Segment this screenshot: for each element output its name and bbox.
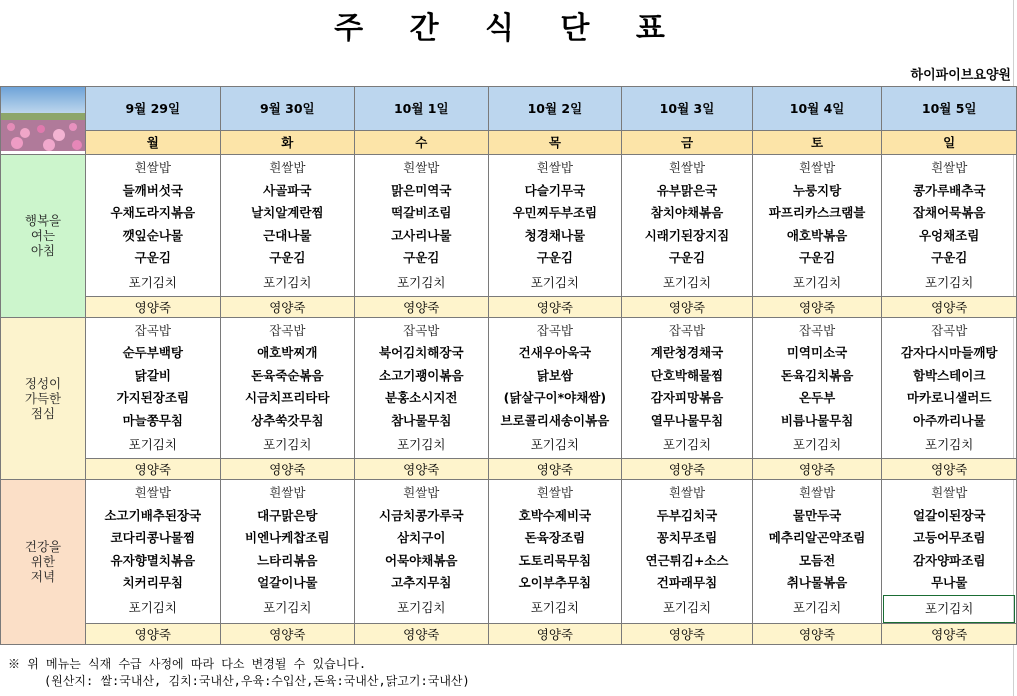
- dish-item: (닭살구이*야채쌈): [503, 390, 607, 405]
- rice-item: 흰쌀밥: [403, 485, 440, 500]
- dish-item: 다슬기무국: [524, 182, 586, 198]
- kimchi-item: 포기김치: [662, 274, 712, 290]
- dish-item: 메추리알곤약조림: [768, 530, 866, 545]
- kimchi-item: 포기김치: [792, 599, 842, 615]
- kimchi-item: 포기김치: [530, 437, 580, 452]
- selected-cell[interactable]: 포기김치: [883, 595, 1015, 623]
- porridge-cell: 영양죽: [86, 623, 221, 644]
- weekday-cell: 일: [882, 130, 1017, 154]
- page-title: 주 간 식 단 표: [334, 11, 683, 46]
- date-cell: 9월 30일: [220, 87, 354, 131]
- dish-item: 물만두국: [792, 507, 842, 523]
- menu-cell: [86, 155, 221, 297]
- menu-cell: [752, 155, 882, 297]
- porridge-cell: 영양죽: [622, 296, 753, 317]
- menu-cell: [355, 317, 488, 459]
- dish-item: 치커리무침: [122, 575, 183, 590]
- dish-item: 우민찌두부조림: [512, 205, 598, 220]
- dish-item: 사골파국: [263, 182, 312, 198]
- dish-item: 청경채나물: [524, 227, 586, 243]
- rice-item: 흰쌀밥: [668, 485, 706, 500]
- dish-item: 참치야채볶음: [650, 205, 724, 220]
- rice-item: 잡곡밥: [668, 322, 706, 338]
- dish-item: 소고기괭이볶음: [379, 367, 464, 383]
- dish-item: 미역미소국: [786, 345, 848, 360]
- scenery-photo: [1, 87, 86, 155]
- dish-item: 무나물: [931, 575, 968, 590]
- dish-item: 유자향멸치볶음: [110, 552, 196, 568]
- dish-item: 참나물무침: [391, 412, 452, 428]
- menu-cell: [355, 155, 488, 297]
- rice-item: 흰쌀밥: [134, 160, 171, 175]
- rice-item: 잡곡밥: [269, 322, 306, 338]
- menu-cell: [220, 155, 354, 297]
- kimchi-item: 포기김치: [263, 437, 312, 452]
- menu-cell: [488, 317, 622, 459]
- kimchi-item: 포기김치: [397, 437, 446, 452]
- dish-item: 북어김치해장국: [379, 345, 464, 360]
- porridge-row: [1, 623, 1017, 644]
- menu-cell: [752, 480, 882, 624]
- meal-label-line: 행복을: [24, 213, 62, 229]
- dish-item: 느타리볶음: [257, 552, 318, 568]
- dish-item: 건새우아욱국: [518, 345, 592, 360]
- meal-label-line: 저녁: [30, 569, 56, 585]
- dish-item: 깻잎순나물: [122, 227, 183, 243]
- lunch-row: [1, 317, 1017, 459]
- flower-field-image: [1, 87, 85, 151]
- meal-label-line: 정성이: [24, 375, 62, 391]
- dish-item: 도토리묵무침: [518, 552, 592, 568]
- porridge-cell: 영양죽: [220, 623, 354, 644]
- kimchi-item: 포기김치: [925, 274, 974, 290]
- dish-item: 구운김: [798, 250, 836, 265]
- kimchi-item: 포기김치: [792, 437, 842, 452]
- porridge-cell: 영양죽: [220, 296, 354, 317]
- date-cell: 9월 29일: [86, 87, 221, 131]
- dish-item: 돈육김치볶음: [780, 367, 854, 383]
- date-cell: 10월 3일: [622, 87, 753, 131]
- rice-item: 흰쌀밥: [798, 485, 836, 500]
- rice-item: 흰쌀밥: [536, 160, 573, 175]
- weekday-cell: 금: [622, 130, 753, 154]
- dish-item: 떡갈비조림: [391, 205, 452, 220]
- dish-item: 구운김: [931, 250, 968, 265]
- dinner-label: [1, 480, 86, 645]
- weekday-cell: 화: [220, 130, 354, 154]
- dish-item: 마카로니샐러드: [906, 390, 992, 405]
- dish-item: 고등어무조림: [912, 530, 986, 545]
- weekly-menu-table: [0, 86, 1017, 645]
- menu-cell: [622, 155, 753, 297]
- dish-item: 아주까리나물: [912, 412, 986, 428]
- dish-item: 연근튀김+소스: [645, 552, 729, 568]
- porridge-cell: 영양죽: [752, 459, 882, 480]
- dish-item: 고추지무침: [391, 575, 452, 590]
- dish-item: 우채도라지볶음: [110, 205, 196, 220]
- dish-item: 우엉채조림: [918, 227, 980, 243]
- kimchi-item: 포기김치: [397, 599, 446, 615]
- rice-item: 흰쌀밥: [798, 160, 836, 175]
- dish-item: 시금치콩가루국: [379, 507, 464, 523]
- porridge-cell: 영양죽: [488, 296, 622, 317]
- dish-item: 닭갈비: [134, 367, 171, 383]
- dish-item: 열무나물무침: [650, 412, 724, 428]
- porridge-cell: 영양죽: [220, 459, 354, 480]
- footer-note: ※ 위 메뉴는 식재 수급 사정에 따라 다소 변경될 수 있습니다.: [8, 657, 367, 671]
- dish-item: 닭보쌈: [536, 367, 573, 383]
- dish-item: 얼갈이된장국: [912, 507, 986, 523]
- porridge-cell: 영양죽: [622, 623, 753, 644]
- dish-item: 얼갈이나물: [257, 575, 318, 590]
- dish-item: 구운김: [134, 250, 171, 265]
- porridge-cell: 영양죽: [882, 296, 1017, 317]
- rice-item: 흰쌀밥: [269, 160, 306, 175]
- rice-item: 잡곡밥: [134, 322, 171, 338]
- porridge-cell: 영양죽: [86, 296, 221, 317]
- date-cell: 10월 5일: [882, 87, 1017, 131]
- dish-item: 두부김치국: [656, 507, 718, 523]
- dish-item: 감자다시마들깨탕: [900, 345, 998, 360]
- dish-item: 애호박볶음: [786, 227, 848, 243]
- menu-cell: [752, 317, 882, 459]
- rice-item: 흰쌀밥: [931, 485, 968, 500]
- menu-cell: [220, 480, 354, 624]
- dish-item: 삼치구이: [397, 530, 446, 545]
- kimchi-item: 포기김치: [128, 599, 177, 615]
- rice-item: 잡곡밥: [403, 322, 440, 338]
- date-row: [1, 87, 1017, 131]
- kimchi-item: 포기김치: [662, 599, 712, 615]
- dish-item: 단호박해물찜: [650, 367, 724, 383]
- dish-item: 유부맑은국: [656, 182, 718, 198]
- dish-item: 모듬전: [798, 552, 836, 568]
- dish-item: 계란청경채국: [650, 345, 724, 360]
- kimchi-item: 포기김치: [662, 437, 712, 452]
- rice-item: 흰쌀밥: [403, 160, 440, 175]
- menu-cell: [622, 480, 753, 624]
- porridge-cell: 영양죽: [882, 459, 1017, 480]
- footer-origin: (원산지: 쌀:국내산, 김치:국내산,우육:수입산,돈육:국내산,닭고기:국내산): [44, 674, 470, 688]
- dish-item: 누룽지탕: [792, 182, 842, 198]
- rice-item: 흰쌀밥: [931, 160, 968, 175]
- dish-item: 소고기배추된장국: [104, 507, 202, 523]
- dish-item: 온두부: [798, 390, 836, 405]
- dish-item: 들깨버섯국: [122, 182, 183, 198]
- porridge-row: [1, 296, 1017, 317]
- dish-item: 잡채어묵볶음: [912, 205, 986, 220]
- menu-cell: [86, 317, 221, 459]
- dinner-row: [1, 480, 1017, 624]
- porridge-cell: 영양죽: [355, 296, 488, 317]
- menu-cell: [355, 480, 488, 624]
- meal-label-line: 여는: [30, 228, 56, 244]
- porridge-cell: 영양죽: [882, 623, 1017, 644]
- rice-item: 흰쌀밥: [134, 485, 171, 500]
- weekday-cell: 월: [86, 130, 221, 154]
- lunch-label: [1, 317, 86, 480]
- porridge-cell: 영양죽: [488, 623, 622, 644]
- rice-item: 흰쌀밥: [269, 485, 306, 500]
- kimchi-item: 포기김치: [128, 437, 177, 452]
- porridge-row: [1, 459, 1017, 480]
- menu-cell: [488, 480, 622, 624]
- dish-item: 감자양파조림: [912, 552, 986, 568]
- menu-cell: [220, 317, 354, 459]
- porridge-cell: 영양죽: [355, 459, 488, 480]
- dish-item: 취나물볶음: [786, 575, 848, 590]
- dish-item: 고사리나물: [391, 227, 452, 243]
- meal-label-line: 아침: [30, 243, 56, 259]
- dish-item: 꽁치무조림: [656, 530, 718, 545]
- porridge-cell: 영양죽: [86, 459, 221, 480]
- dish-item: 파프리카스크램블: [768, 205, 866, 220]
- dish-item: 구운김: [403, 250, 440, 265]
- dish-item: 날치알계란찜: [251, 205, 324, 220]
- kimchi-item: 포기김치: [263, 274, 312, 290]
- kimchi-item: 포기김치: [925, 437, 974, 452]
- dish-item: 어묵야채볶음: [385, 552, 458, 568]
- dish-item: 애호박찌개: [257, 345, 318, 360]
- dish-item: 비름나물무침: [780, 412, 854, 428]
- dish-item: 건파래무침: [656, 575, 718, 590]
- porridge-cell: 영양죽: [622, 459, 753, 480]
- porridge-cell: 영양죽: [355, 623, 488, 644]
- dish-item: 가지된장조림: [116, 390, 190, 405]
- rice-item: 흰쌀밥: [536, 485, 573, 500]
- dish-item: 감자피망볶음: [650, 390, 724, 405]
- dish-item: 구운김: [668, 250, 706, 265]
- breakfast-label: [1, 155, 86, 318]
- meal-label-line: 가득한: [24, 390, 62, 406]
- dish-item: 구운김: [269, 250, 306, 265]
- meal-label-line: 건강을: [24, 539, 62, 555]
- dish-item: 대구맑은탕: [257, 507, 318, 523]
- weekday-cell: 수: [355, 130, 488, 154]
- kimchi-item: 포기김치: [263, 599, 312, 615]
- dish-item: 구운김: [536, 250, 573, 265]
- kimchi-item: 포기김치: [530, 599, 580, 615]
- breakfast-row: [1, 155, 1017, 297]
- dish-item: 근대나물: [263, 227, 312, 243]
- menu-cell: [488, 155, 622, 297]
- dish-item: 함박스테이크: [912, 367, 986, 383]
- weekday-cell: 토: [752, 130, 882, 154]
- dish-item: 마늘쫑무침: [122, 412, 183, 428]
- rice-item: 잡곡밥: [931, 322, 968, 338]
- dish-item: 코다리콩나물찜: [110, 530, 196, 545]
- dish-item: 돈육죽순볶음: [251, 367, 324, 383]
- menu-cell: [882, 317, 1017, 459]
- day-row: [1, 130, 1017, 154]
- menu-cell: [86, 480, 221, 624]
- dish-item: 오이부추무침: [518, 575, 592, 590]
- menu-cell: [882, 155, 1017, 297]
- dish-item: 상추쑥갓무침: [251, 412, 324, 428]
- porridge-cell: 영양죽: [752, 623, 882, 644]
- meal-label-line: 점심: [30, 405, 56, 421]
- kimchi-item: 포기김치: [397, 274, 446, 290]
- dish-item: 순두부백탕: [122, 345, 183, 360]
- date-cell: 10월 2일: [488, 87, 622, 131]
- dish-item: 시래기된장지짐: [644, 227, 730, 243]
- weekday-cell: 목: [488, 130, 622, 154]
- porridge-cell: 영양죽: [752, 296, 882, 317]
- date-cell: 10월 4일: [752, 87, 882, 131]
- footer-notes: [0, 656, 1017, 696]
- kimchi-item: 포기김치: [530, 274, 580, 290]
- dish-item: 비엔나케찹조림: [245, 530, 330, 545]
- kimchi-item: 포기김치: [128, 274, 177, 290]
- menu-cell: [882, 480, 1017, 624]
- dish-item: 돈육장조림: [524, 530, 586, 545]
- menu-cell: [622, 317, 753, 459]
- dish-item: 브로콜리새송이볶음: [500, 412, 610, 428]
- porridge-cell: 영양죽: [488, 459, 622, 480]
- date-cell: 10월 1일: [355, 87, 488, 131]
- rice-item: 흰쌀밥: [668, 160, 706, 175]
- organization-name: 하이파이브요양원: [910, 68, 1011, 83]
- dish-item: 분홍소시지전: [385, 390, 458, 405]
- kimchi-item: 포기김치: [792, 274, 842, 290]
- rice-item: 잡곡밥: [536, 322, 573, 338]
- meal-label-line: 위한: [30, 554, 56, 570]
- dish-item: 맑은미역국: [391, 182, 452, 198]
- dish-item: 호박수제비국: [518, 507, 592, 523]
- rice-item: 잡곡밥: [798, 322, 836, 338]
- dish-item: 시금치프리타타: [245, 390, 330, 405]
- dish-item: 콩가루배추국: [912, 182, 986, 198]
